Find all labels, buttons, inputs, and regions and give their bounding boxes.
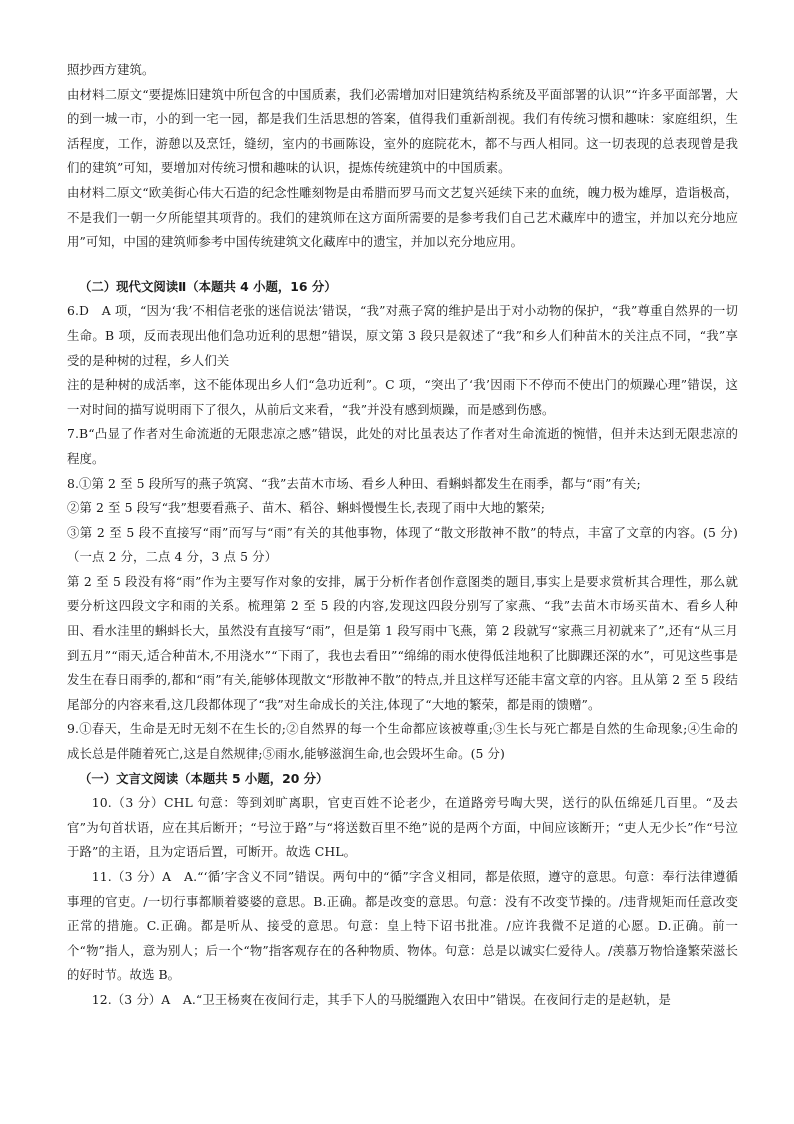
- answer-8-point-2: ②第 2 至 5 段写“我”想要看燕子、苗木、稻谷、蝌蚪慢慢生长,表现了雨中大地的繁荣;: [67, 500, 545, 516]
- classical-reading-section: [67, 767, 738, 1013]
- paragraph: 由材料二原文“要提炼旧建筑中所包含的中国质素，我们必需增加对旧建筑结构系统及平面部署的认识”“许多平面部署，大的到一城一市，小的到一宅一园，都是我们生活思想的答案，值得我们重新剖视。我们有传统习惯和趣味：家庭组织，生活程度，工作，游憩以及烹饪，缝纫，室内的书画陈设，室外的庭院花木，都不与西人相同。这一切表现的总表现曾是我们的建筑”可知，要增加对传统习惯和趣味的认识，提炼传统建筑中的中国质素。: [67, 86, 738, 176]
- answer-8-point-1: 8.①第 2 至 5 段所写的燕子筑窝、“我”去苗木市场、看乡人种田、看蝌蚪都发生在雨季，都与“雨”有关;: [67, 475, 641, 491]
- answer-6-continued: 注的是种树的成活率，这不能体现出乡人们“急功近利”。C 项，“突出了‘我’因雨下不停而不使出门的烦躁心理”错误，这一对时间的描写说明雨下了很久，从前后文来看，“我”并没有感到烦躁，而是感到伤感。: [67, 377, 738, 417]
- answer-12: 12.（3 分）A A.“卫王杨爽在夜间行走，其手下人的马脱缰跑入农田中”错误。在夜间行走的是赵轨，是: [91, 991, 671, 1007]
- answer-6: 6.D A 项，“因为‘我’不相信老张的迷信说法’错误，“我”对燕子窝的维护是出于对小动物的保护，“我”尊重自然界的一切生命。B 项，反而表现出他们急功近利的思想”错误，原文第 3 段只是叙述了“我”和乡人们种苗木的关注点不同，“我”享受的是种树的过程，乡人们关: [67, 303, 738, 368]
- section-heading: （二）现代文阅读Ⅱ（本题共 4 小题，16 分）: [79, 278, 337, 294]
- answer-8-point-3: ③第 2 至 5 段不直接写“雨”而写与“雨”有关的其他事物，体现了“散文形散神不散”的特点，丰富了文章的内容。(5 分)（一点 2 分，二点 4 分，3 点 5 分）: [67, 524, 738, 565]
- modern-reading-2-section: [67, 275, 738, 767]
- answer-11: 11.（3 分）A A.“‘循’字含义不同”错误。两句中的“循”字含义相同，都是依照，遵守的意思。句意：奉行法律遵循事理的官吏。/一切行事都顺着婆婆的意思。B.正确。都是改变的意思。句意：没有不改变节操的。/违背规矩而任意改变正常的措施。C.正确。都是听从、接受的意思。句意：皇上特下诏书批准。/应许我微不足道的心愿。D.正确。前一个“物”指人，意为别人；后一个“物”指客观存在的各种物质、物体。句意：总是以诚实仁爱待人。/羡慕万物恰逢繁荣滋长的好时节。故选 B。: [67, 869, 738, 983]
- section-spacer: [67, 255, 738, 275]
- paragraph: 照抄西方建筑。: [67, 62, 155, 77]
- answer-10: 10.（3 分）CHL 句意：等到刘旷离职，官吏百姓不论老少，在道路旁号啕大哭，送行的队伍绵延几百里。“及去官”为句首状语，应在其后断开；“号泣于路”与“将送数百里不绝”说的是两个方面，中间应该断开；“吏人无少长”作“号泣于路”的主语，且为定语后置，可断开。故选 CHL。: [67, 795, 738, 860]
- section-heading: （一）文言文阅读（本题共 5 小题，20 分）: [79, 770, 329, 786]
- answer-7: 7.B“凸显了作者对生命流逝的无限悲凉之感”错误，此处的对比虽表达了作者对生命流逝的惋惜，但并未达到无限悲凉的程度。: [67, 426, 738, 466]
- material-two-analysis: [67, 58, 738, 255]
- answer-9: 9.①春天，生命是无时无刻不在生长的;②自然界的每一个生命都应该被尊重;③生长与死亡都是自然的生命现象;④生命的成长总是伴随着死亡,这是自然规律;⑤雨水,能够滋润生命,也会毁坏生命。(5 分): [67, 721, 738, 762]
- answer-8-analysis: 第 2 至 5 段没有将“雨”作为主要写作对象的安排，属于分析作者创作意图类的题目,事实上是要求赏析其合理性，那么就要分析这四段文字和雨的关系。梳理第 2 至 5 段的内容,发现这四段分别写了家燕、“我”去苗木市场买苗木、看乡人种田、看水洼里的蝌蚪长大，虽然没有直接写“雨”，但是第 1 段写雨中飞燕，第 2 段就写“家燕三月初就来了”,还有“从三月到五月”“雨天,适合种苗木,不用浇水”“下雨了，我也去看田”“绵绵的雨水使得低洼地积了比脚踝还深的水”，可见这些事是发生在春日雨季的,都和“雨”有关,能够体现散文“形散神不散”的特点,并且这样写还能丰富文章的内容。且从第 2 至 5 段结尾部分的内容来看,这几段都体现了“我”对生命成长的关注,体现了“大地的繁荣，都是雨的馈赠”。: [67, 573, 738, 712]
- paragraph: 由材料二原文“欧美街心伟大石造的纪念性雕刻物是由希腊而罗马而文艺复兴延续下来的血统，魄力极为雄厚，造诣极高，不是我们一朝一夕所能望其项背的。我们的建筑师在这方面所需要的是参考我们自己艺术藏库中的遗宝，并加以充分地应用”可知，中国的建筑师参考中国传统建筑文化藏库中的遗宝，并加以充分地应用。: [67, 184, 738, 250]
